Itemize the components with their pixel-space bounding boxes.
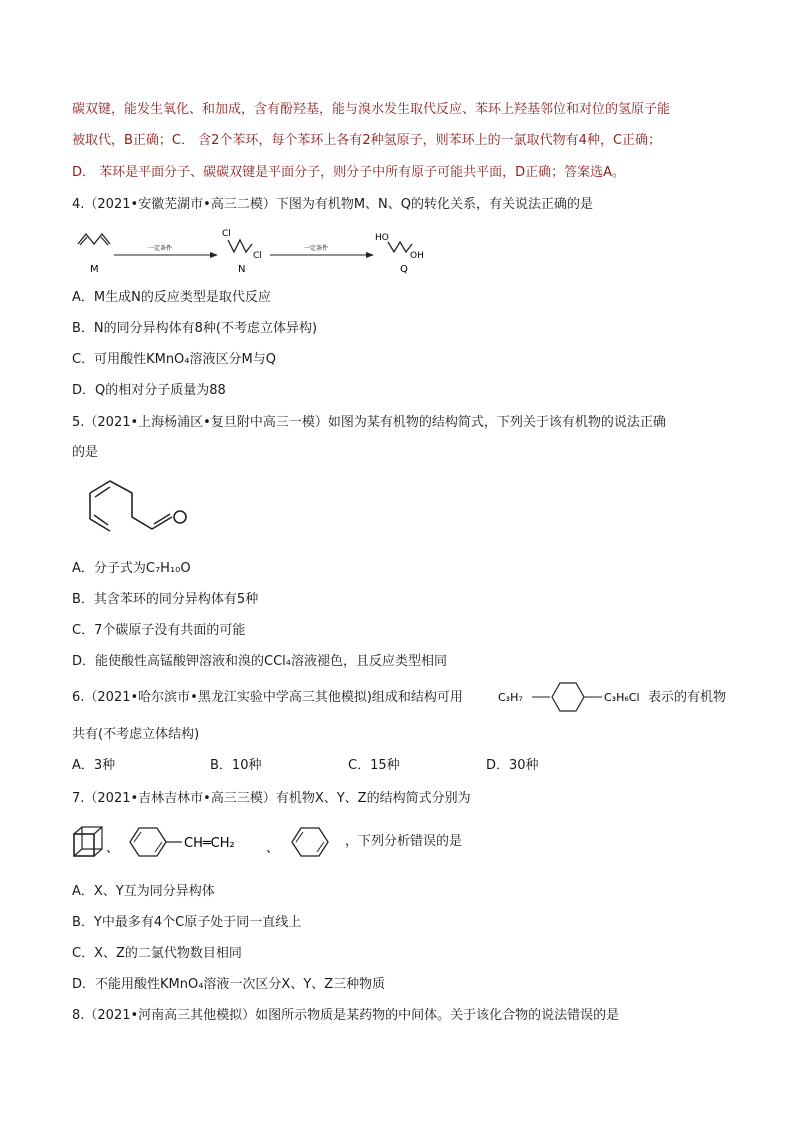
answer-line-3: D． 苯环是平面分子、碳碳双键是平面分子，则分子中所有原子可能共平面，D正确；答案选A。	[72, 165, 626, 180]
q6-option-d: D．30种	[486, 758, 539, 773]
q5-option-a: A．分子式为C₇H₁₀O	[72, 561, 191, 576]
q5-option-b: B．其含苯环的同分异构体有5种	[72, 592, 259, 607]
q-ho: HO	[375, 233, 389, 243]
q6-left-group: C₃H₇	[498, 691, 523, 704]
q5-structure	[82, 475, 192, 550]
q7-sep-1: 、	[106, 841, 120, 856]
q7-option-a: A．X、Y互为同分异构体	[72, 884, 215, 899]
q8-stem: 8.（2021•河南高三其他模拟）如图所示物质是某药物的中间体。关于该化合物的说法错误的是	[72, 1008, 620, 1023]
benzene-ring	[552, 683, 584, 711]
molecule-n-skeleton	[228, 240, 252, 252]
q4-option-a: A．M生成N的反应类型是取代反应	[72, 290, 271, 305]
q4-option-b: B．N的同分异构体有8种(不考虑立体异构)	[72, 321, 318, 336]
n-cl-bottom: Cl	[253, 251, 262, 261]
q-oh: OH	[410, 251, 424, 261]
q7-tail: ，下列分析错误的是	[345, 834, 463, 849]
q4-stem: 4.（2021•安徽芜湖市•高三二模）下图为有机物M、N、Q的转化关系，有关说法正确的是	[72, 197, 593, 212]
q7-option-d: D．不能用酸性KMnO₄溶液一次区分X、Y、Z三种物质	[72, 977, 386, 992]
q5-stem-line-1: 5.（2021•上海杨浦区•复旦附中高三一模）如图为某有机物的结构简式，下列关于该有机物的说法正确	[72, 415, 666, 430]
q7-option-b: B．Y中最多有4个C原子处于同一直线上	[72, 915, 302, 930]
arrow-condition-2: 一定条件	[304, 245, 329, 252]
n-cl-top: Cl	[222, 229, 231, 239]
q7-stem: 7.（2021•吉林吉林市•高三三模）有机物X、Y、Z的结构简式分别为	[72, 791, 471, 806]
q6-stem-line-2: 共有(不考虑立体结构)	[72, 727, 200, 742]
label-n: N	[238, 264, 246, 275]
q6-option-b: B．10种	[210, 758, 262, 773]
label-m: M	[90, 264, 99, 275]
q6-right-group: C₃H₆Cl	[604, 691, 640, 704]
answer-line-2: 被取代，B正确；C． 含2个苯环，每个苯环上各有2种氢原子，则苯环上的一氯取代物有4种，C正确；	[72, 133, 662, 148]
answer-line-1: 碳双键，能发生氧化、和加成，含有酚羟基，能与溴水发生取代反应、苯环上羟基邻位和对位的氢原子能	[72, 102, 671, 117]
styrene-vinyl-group: CH═CH₂	[184, 836, 235, 851]
styrene-ring	[130, 828, 166, 856]
q7-structures	[70, 822, 350, 864]
molecule-q-skeleton	[388, 242, 412, 252]
q4-reaction-scheme	[70, 222, 450, 282]
q7-sep-2: 、	[266, 841, 280, 856]
q6-option-a: A．3种	[72, 758, 116, 773]
arrow-condition-1: 一定条件	[148, 245, 173, 252]
q5-stem-line-2: 的是	[72, 445, 99, 460]
q4-option-c: C．可用酸性KMnO₄溶液区分M与Q	[72, 352, 276, 367]
q5-option-c: C．7个碳原子没有共面的可能	[72, 623, 246, 638]
q7-option-c: C．X、Z的二氯代物数目相同	[72, 946, 242, 961]
q5-option-d: D．能使酸性高锰酸钾溶液和溴的CCl₄溶液褪色，且反应类型相同	[72, 654, 447, 669]
carbonyl-oxygen	[174, 511, 186, 523]
q4-option-d: D．Q的相对分子质量为88	[72, 383, 226, 398]
q6-option-c: C．15种	[348, 758, 400, 773]
ring-z	[292, 828, 328, 856]
q6-stem-suffix: 表示的有机物	[648, 690, 727, 705]
label-q: Q	[400, 264, 408, 275]
q6-stem-prefix: 6.（2021•哈尔滨市•黑龙江实验中学高三其他模拟)组成和结构可用	[72, 690, 463, 705]
